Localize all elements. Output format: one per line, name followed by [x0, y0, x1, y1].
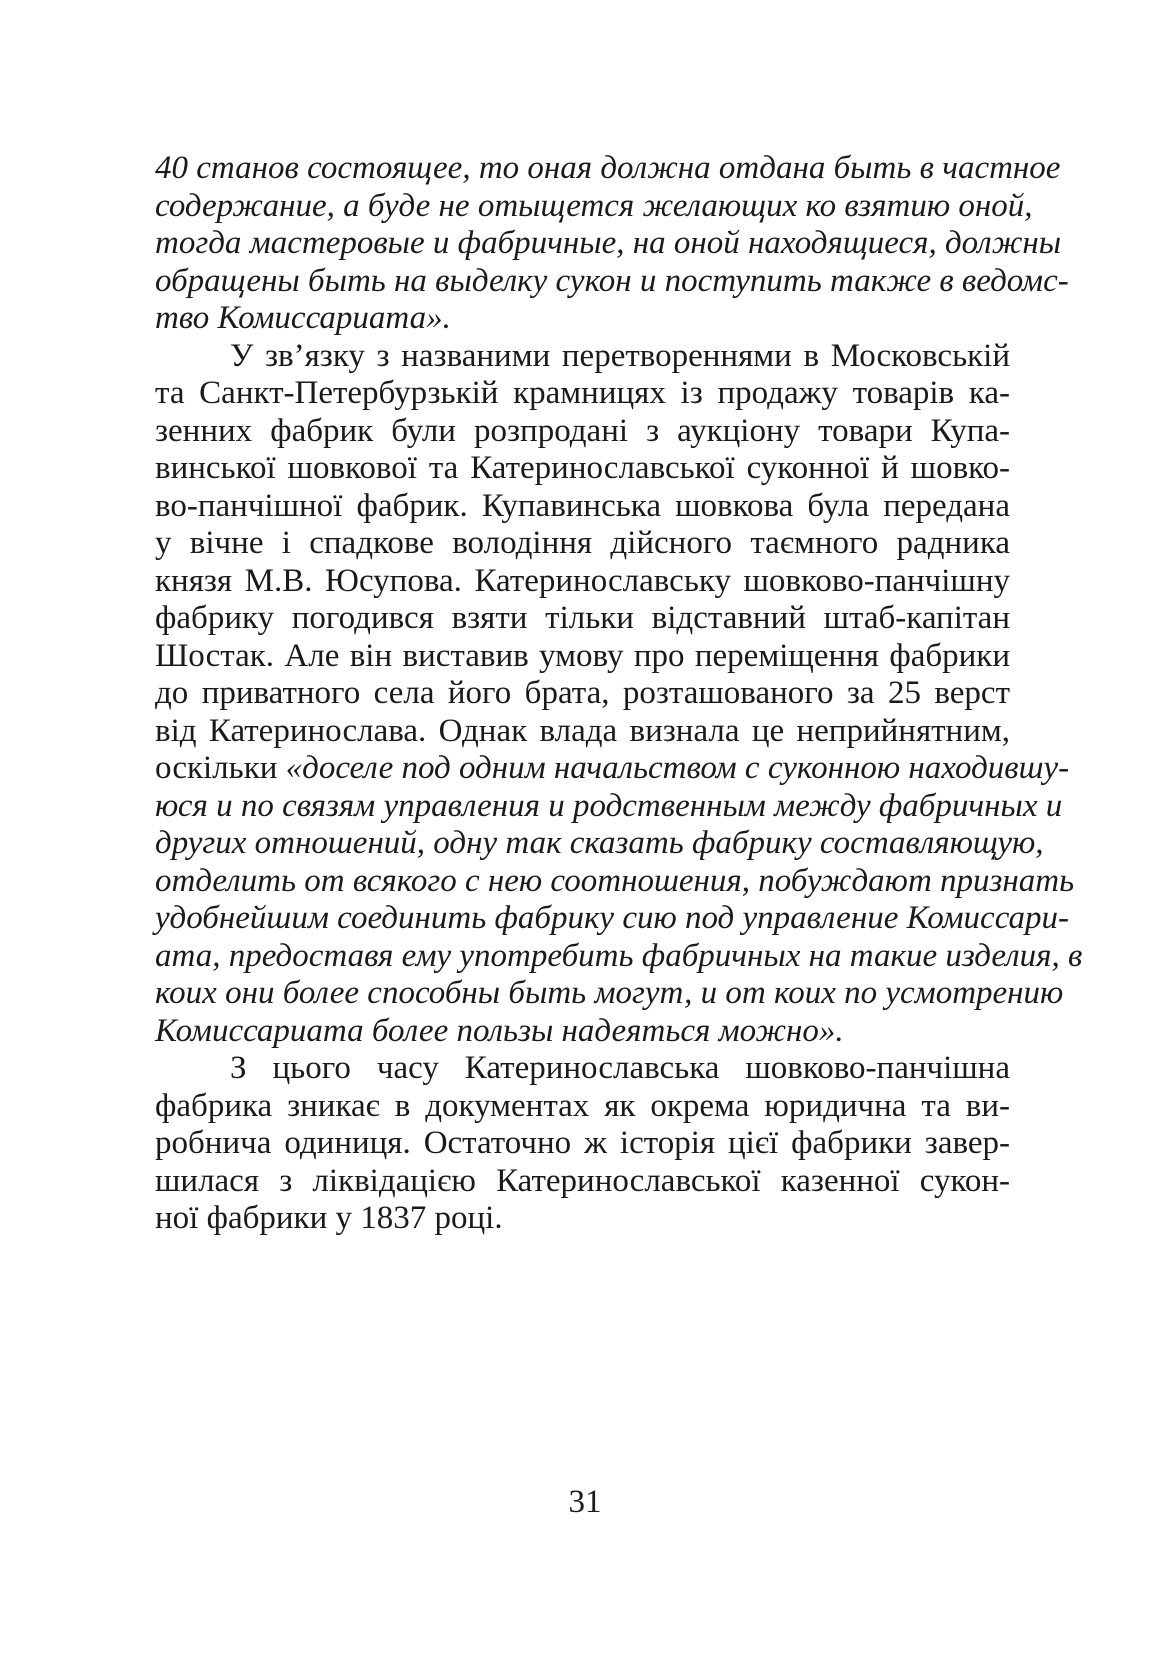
- text-line: [155, 862, 1075, 901]
- text-line: [155, 713, 1010, 751]
- text-line: [155, 450, 1010, 488]
- paragraph-paragraph-3: [155, 1050, 1010, 1238]
- text-line: [155, 150, 1061, 188]
- body-text: оскільки: [155, 750, 286, 786]
- text-line: [155, 600, 1010, 638]
- body-text: зенних фабрик були розпродані з аукціону товари Купа-: [155, 412, 1010, 449]
- quoted-text: других отношений, одну так сказать фабрику составляющую,: [155, 825, 1044, 861]
- body-text: во-панчішної фабрик. Купавинська шовкова була передана: [155, 487, 1010, 524]
- text-line: [155, 787, 1063, 826]
- quoted-text: коих они более способны быть могут, и от коих по усмотрению: [155, 975, 1064, 1011]
- text-line: [155, 975, 1064, 1013]
- body-text: ної фабрики у 1837 році.: [155, 1200, 503, 1236]
- body-text: фабрика зникає в документах як окрема юридична та ви-: [155, 1087, 1010, 1124]
- quoted-text: тогда мастеровые и фабричные, на оной находящиеся, должны: [155, 225, 1062, 261]
- quoted-text: содержание, а буде не отыщется желающих ко взятию оной,: [155, 187, 1033, 224]
- text-line: [155, 187, 1033, 226]
- body-text: У зв’язку з названими перетвореннями в Московській: [230, 337, 1010, 374]
- paragraph-continuation-quote: [155, 150, 1069, 338]
- body-text: та Санкт-Петербурзькій крамницях із продажу товарів ка-: [155, 375, 1010, 411]
- text-line: [155, 413, 1010, 451]
- body-text: князя М.В. Юсупова. Катеринославську шовково-панчішну: [155, 562, 1010, 599]
- text-line: [155, 488, 1010, 526]
- text-line: [155, 1050, 1010, 1088]
- body-text: у вічне і спадкове володіння дійсного таємного радника: [155, 525, 1010, 561]
- quoted-text: Комиссариата более пользы надеяться можно».: [155, 1012, 844, 1049]
- quoted-text: тво Комиссариата».: [155, 300, 451, 336]
- quoted-text: обращены быть на выделку сукон и поступить также в ведомс-: [155, 262, 1069, 299]
- quoted-text: ата, предоставя ему употребить фабричных на такие изделия, в: [155, 937, 1083, 974]
- text-line: [155, 1163, 1010, 1201]
- text-line: [155, 338, 1010, 376]
- body-text: винської шовкової та Катеринославської суконної й шовко-: [155, 450, 1010, 486]
- body-text: фабрику погодився взяти тільки відставний штаб-капітан: [155, 600, 1010, 636]
- text-line: [155, 750, 1070, 788]
- text-line: [155, 1200, 1010, 1238]
- body-text: шилася з ліквідацією Катеринославської казенної сукон-: [155, 1162, 1010, 1199]
- body-text: до приватного села його брата, розташованого за 25 верст: [155, 675, 1010, 711]
- quoted-text: юся и по связям управления и родственным между фабричных и: [155, 787, 1063, 824]
- body-text: від Катеринослава. Однак влада визнала це неприйнятним,: [155, 712, 1010, 749]
- text-line: [155, 300, 1010, 338]
- text-line: [155, 937, 1083, 976]
- body-text: З цього часу Катеринославська шовково-панчішна: [230, 1050, 1010, 1086]
- paragraph-paragraph-2: [155, 337, 1083, 1051]
- text-line: [155, 638, 1010, 676]
- page-number: 31: [568, 1484, 602, 1520]
- text-line: [155, 900, 1069, 938]
- page-body: [155, 150, 1083, 1238]
- body-text: Шостак. Але він виставив умову про переміщення фабрики: [155, 637, 1010, 674]
- text-line: [155, 225, 1062, 263]
- text-line: [155, 1125, 1010, 1163]
- body-text: робнича одиниця. Остаточно ж історія цієї фабрики завер-: [155, 1125, 1010, 1161]
- text-line: [155, 563, 1010, 601]
- text-line: [155, 1013, 1010, 1051]
- text-line: [155, 375, 1010, 413]
- quoted-text: удобнейшим соединить фабрику сию под управление Комиссари-: [155, 900, 1069, 936]
- quoted-text: отделить от всякого с нею соотношения, побуждают признать: [155, 862, 1075, 899]
- text-line: [155, 262, 1069, 301]
- quoted-text: «доселе под одним начальством с суконною находившу-: [285, 750, 1070, 786]
- text-line: [155, 525, 1010, 563]
- text-line: [155, 1088, 1010, 1126]
- quoted-text: 40 станов состоящее, то оная должна отдана быть в частное: [155, 150, 1061, 186]
- text-line: [155, 675, 1010, 713]
- text-line: [155, 825, 1044, 863]
